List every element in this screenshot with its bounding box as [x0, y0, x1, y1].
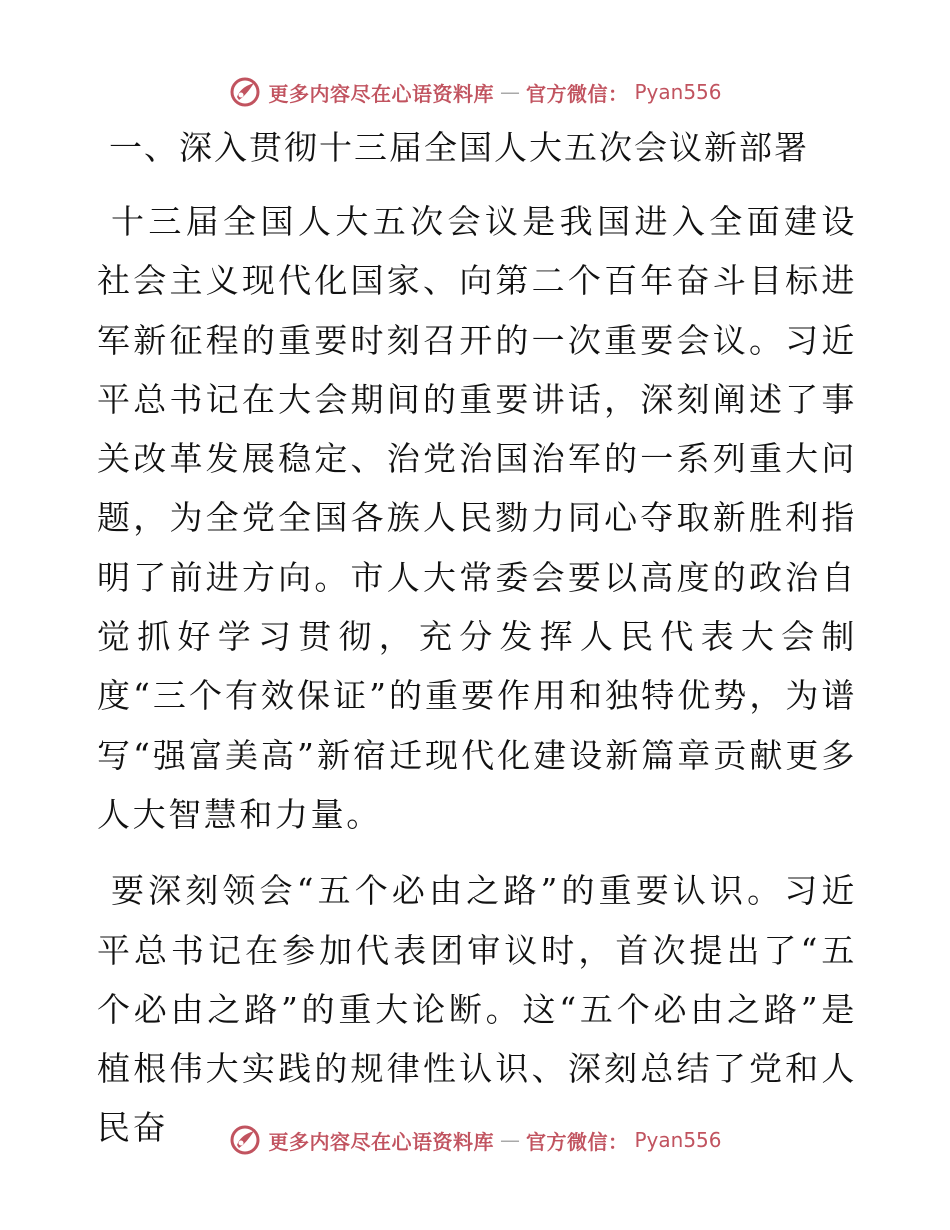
watermark-site-text: 更多内容尽在心语资料库	[268, 81, 494, 106]
watermark-account: Pyan556	[634, 1128, 722, 1152]
watermark-site-text: 更多内容尽在心语资料库	[268, 1129, 494, 1154]
watermark-account: Pyan556	[634, 80, 722, 104]
document-body	[97, 120, 857, 1158]
watermark-separator: —	[499, 80, 520, 104]
footer-watermark	[0, 1118, 950, 1162]
watermark-wechat-label: 官方微信：	[525, 81, 629, 106]
header-watermark	[0, 70, 950, 114]
brand-logo-icon	[228, 1123, 262, 1157]
paragraph: 十三届全国人大五次会议是我国进入全面建设社会主义现代化国家、向第二个百年奋斗目标进军新征程的重要时刻召开的一次重要会议。习近平总书记在大会期间的重要讲话，深刻阐述了事关改革发展稳定、治党治国治军的一系列重大问题，为全党全国各族人民勠力同心夺取新胜利指明了前进方向。市人大常委会要以高度的政治自觉抓好学习贯彻，充分发挥人民代表大会制度“三个有效保证”的重要作用和独特优势，为谱写“强富美高”新宿迁现代化建设新篇章贡献更多人大智慧和力量。	[97, 202, 857, 834]
brand-logo-icon	[228, 75, 262, 109]
watermark-wechat-label: 官方微信：	[525, 1129, 629, 1154]
section-heading: 一、深入贯彻十三届全国人大五次会议新部署	[109, 128, 809, 167]
watermark-separator: —	[499, 1128, 520, 1152]
paragraph: 要深刻领会“五个必由之路”的重要认识。习近平总书记在参加代表团审议时，首次提出了“五个必由之路”的重大论断。这“五个必由之路”是植根伟大实践的规律性认识、深刻总结了党和人民奋	[97, 871, 857, 1148]
